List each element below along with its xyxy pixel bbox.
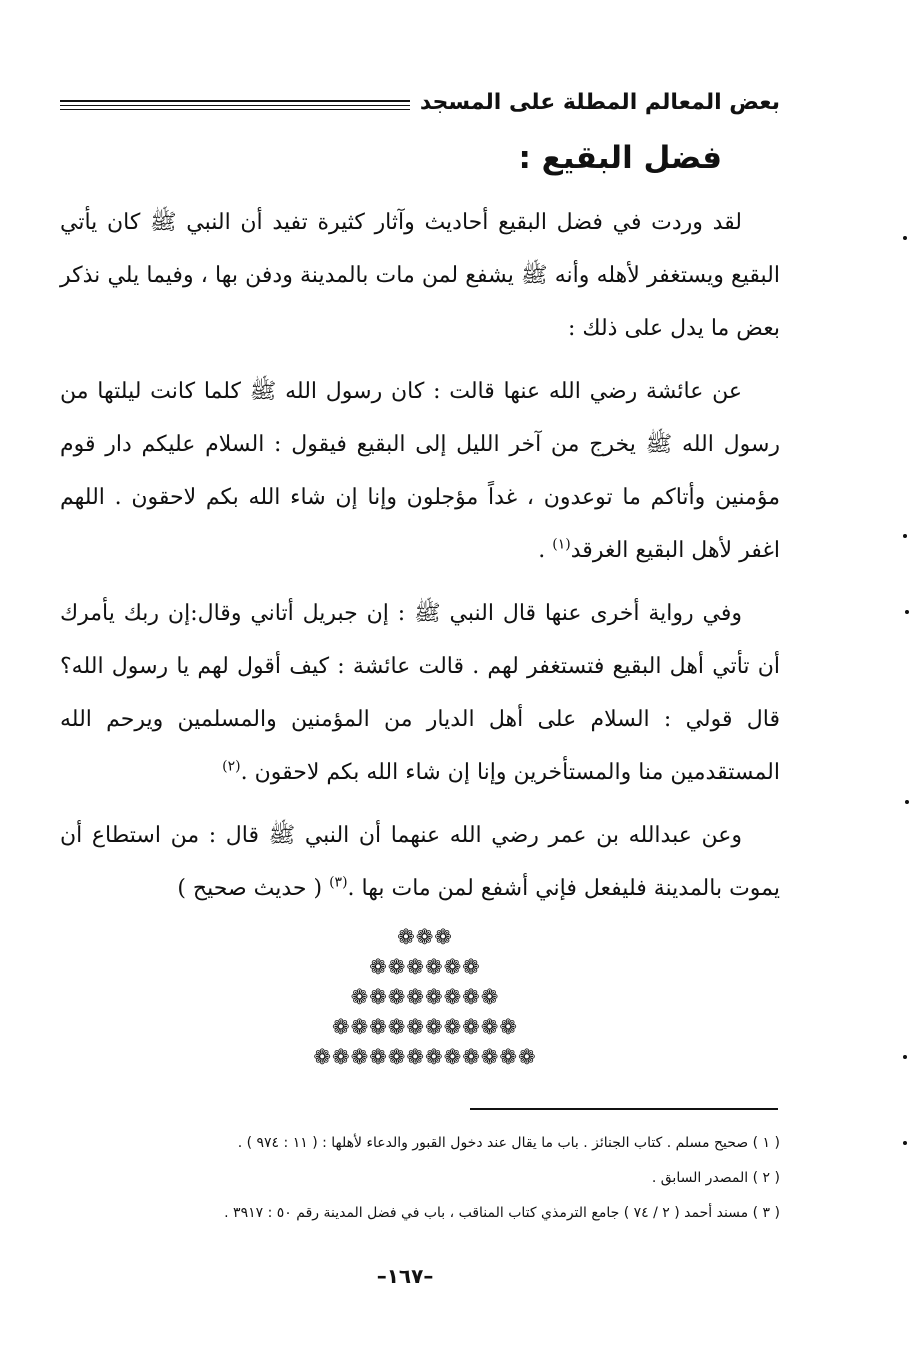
paragraph-second-narration-text: وفي رواية أخرى عنها قال النبي ﷺ : إن جبريل أتاني وقال:إن ربك يأمرك أن تأتي أهل البقيع فتستغفر لهم . قالت عائشة : كيف أقول لهم يا رسول الله؟ قال قولي : السلام على أهل الديار من المؤمنين والمسلمين ويرحم الله المستقدمين منا والمستأخرين وإنا إن شاء الله بكم لاحقون . — [60, 601, 780, 785]
scan-speck — [903, 1055, 907, 1059]
paragraph-intro-text: لقد وردت في فضل البقيع أحاديث وآثار كثيرة تفيد أن النبي ﷺ كان يأتي البقيع ويستغفر لأهله وأنه ﷺ يشفع لمن مات بالمدينة ودفن بها ، وفيما يلي نذكر بعض ما يدل على ذلك : — [60, 210, 780, 341]
paragraph-aisha-hadith-text: عن عائشة رضي الله عنها قالت : كان رسول الله ﷺ كلما كانت ليلتها من رسول الله ﷺ يخرج من آخر الليل إلى البقيع فيقول : السلام عليكم دار قوم مؤمنين وأتاكم ما توعدون ، غداً مؤجلون وإنا إن شاء الله بكم لاحقون . اللهم اغفر لأهل البقيع الغرقد — [60, 379, 780, 563]
paragraph-second-narration — [60, 587, 780, 799]
scan-speck — [905, 610, 909, 614]
page-number: –١٦٧– — [376, 1264, 434, 1288]
footnote-3: ( ٣ ) مسند أحمد ( ٢ / ٧٤ ) جامع الترمذي كتاب المناقب ، باب في فضل المدينة رقم ٥٠ : ٣٩١٧ . — [224, 1205, 780, 1221]
running-header — [60, 80, 780, 124]
scan-speck — [903, 1141, 907, 1145]
ornament-row: ❁❁❁❁❁❁❁❁❁❁❁❁ — [313, 1045, 537, 1069]
main-text — [60, 196, 780, 925]
footnotes — [60, 1126, 780, 1231]
hadith-grade: ( حديث صحيح ) — [177, 876, 323, 901]
ornament-row: ❁❁❁❁❁❁❁❁ — [350, 985, 500, 1009]
scan-speck — [903, 236, 907, 240]
paragraph-ibn-umar-hadith-text: وعن عبدالله بن عمر رضي الله عنهما أن النبي ﷺ قال : من استطاع أن يموت بالمدينة فليفعل فإني أشفع لمن مات بها . — [60, 823, 780, 901]
paragraph-aisha-hadith: عن عائشة رضي الله عنها قالت : كان رسول الله ﷺ كلما كانت ليلتها من رسول الله ﷺ يخرج من آخر الليل إلى البقيع فيقول : السلام عليكم دار قوم مؤمنين وأتاكم ما توعدون ، غداً مؤجلون وإنا إن شاء الله بكم لاحقون . اللهم اغفر لأهل البقيع الغرقد$^{(١)}$ . — [60, 379, 780, 563]
scan-speck — [903, 534, 907, 538]
paragraph-ibn-umar-hadith — [60, 809, 780, 915]
paragraph-intro — [60, 196, 780, 355]
section-heading: فضل البقيع : — [518, 140, 722, 176]
running-header-title: بعض المعالم المطلة على المسجد — [419, 89, 780, 115]
scan-speck — [905, 800, 909, 804]
footnote-1: ( ١ ) صحيح مسلم . كتاب الجنائز . باب ما يقال عند دخول القبور والدعاء لأهلها : ( ١١ : ٩٧٤ ) . — [237, 1135, 780, 1151]
footnote-ref-3[interactable]: (٣) — [329, 874, 348, 891]
footnote-ref-1[interactable]: (١) — [552, 536, 571, 553]
ornament-row: ❁❁❁❁❁❁ — [369, 955, 481, 979]
ornament-row: ❁❁❁❁❁❁❁❁❁❁ — [332, 1015, 518, 1039]
ornament-row: ❁❁❁ — [397, 925, 453, 949]
flower-ornament-triangle — [280, 922, 570, 1072]
footnote-2: ( ٢ ) المصدر السابق . — [651, 1170, 780, 1186]
footnote-ref-2[interactable]: (٢) — [222, 758, 241, 775]
header-rule — [60, 100, 410, 110]
footnote-divider — [470, 1108, 778, 1110]
